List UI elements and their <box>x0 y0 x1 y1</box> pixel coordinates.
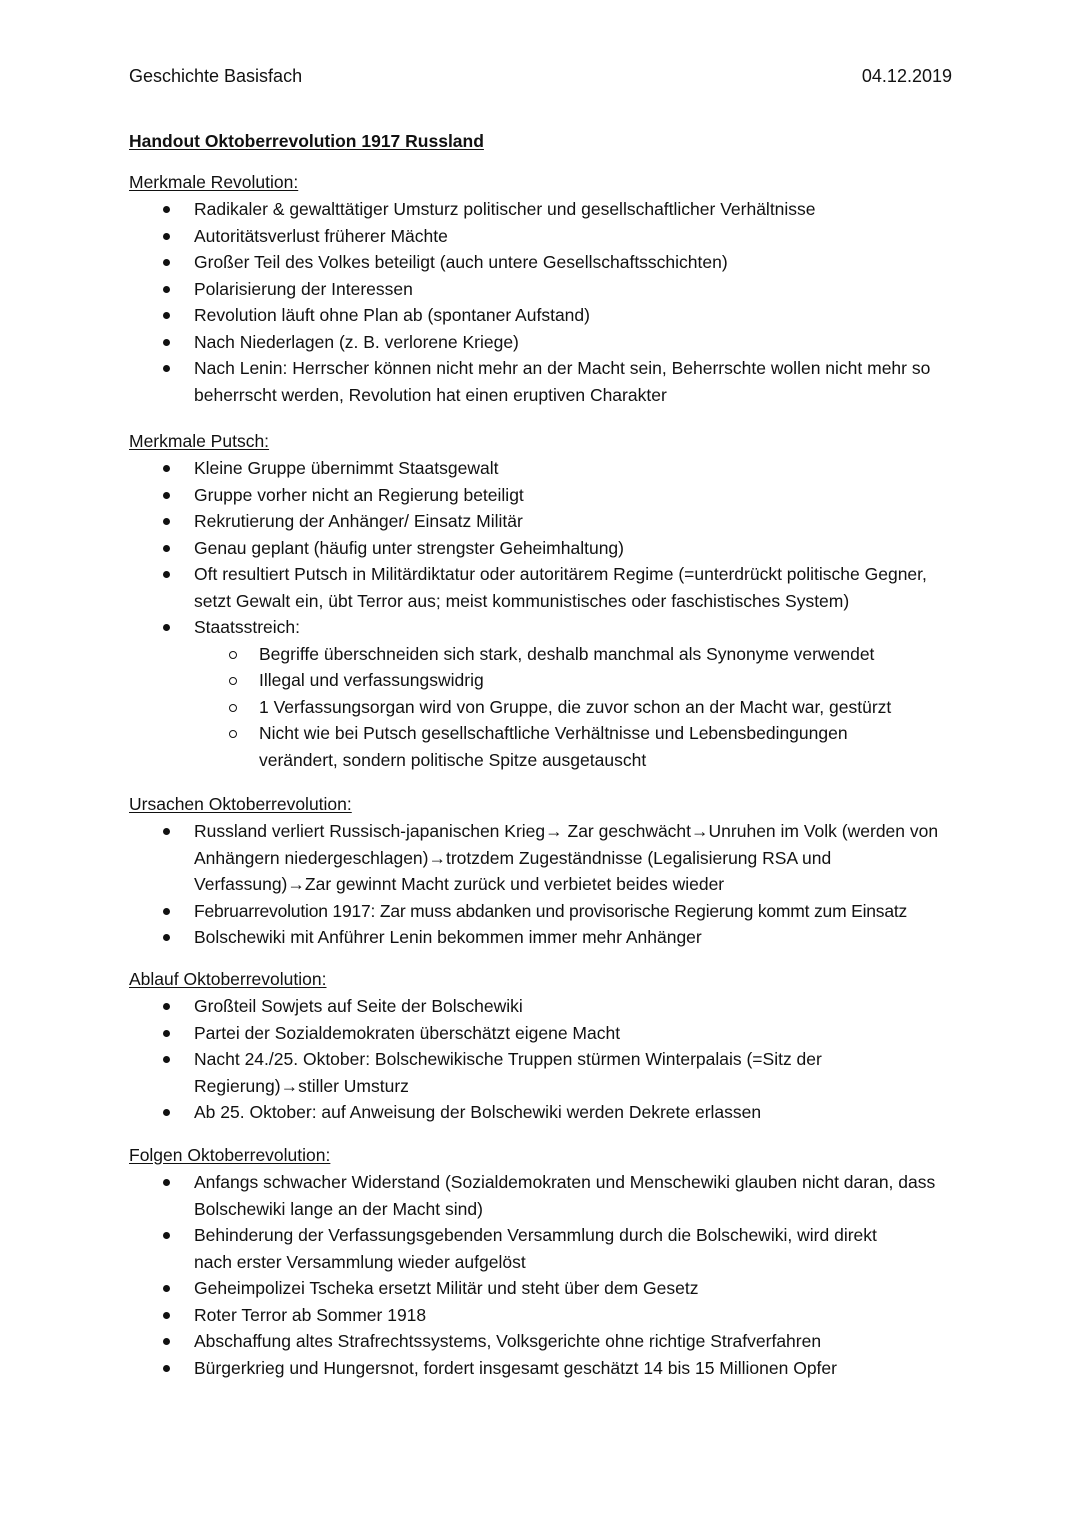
list-item: Ab 25. Oktober: auf Anweisung der Bolschewiki werden Dekrete erlassen <box>129 1099 959 1126</box>
arrow-right-icon: → <box>287 874 305 894</box>
list-item: Genau geplant (häufig unter strengster Geheimhaltung) <box>129 535 959 562</box>
list-item: Nach Niederlagen (z. B. verlorene Kriege) <box>129 329 959 356</box>
list-item: Bürgerkrieg und Hungersnot, fordert insgesamt geschätzt 14 bis 15 Millionen Opfer <box>129 1355 959 1382</box>
list-item: Polarisierung der Interessen <box>129 276 959 303</box>
list-item: Autoritätsverlust früherer Mächte <box>129 223 959 250</box>
list-item: Russland verliert Russisch-japanischen Krieg→ Zar geschwächt→Unruhen im Volk (werden von Anhängern niedergeschlagen)→trotzdem Zugeständnisse (Legalisierung RSA und Verfassung)→Zar gewinnt Macht zurück und verbietet beides wieder <box>129 818 959 898</box>
revolution-list <box>129 196 959 408</box>
document-title: Handout Oktoberrevolution 1917 Russland <box>129 131 484 151</box>
list-item: Abschaffung altes Strafrechtssystems, Volksgerichte ohne richtige Strafverfahren <box>129 1328 959 1355</box>
list-item: Kleine Gruppe übernimmt Staatsgewalt <box>129 455 959 482</box>
sub-list-item: Nicht wie bei Putsch gesellschaftliche Verhältnisse und Lebensbedingungen verändert, sondern politische Spitze ausgetauscht <box>194 720 959 773</box>
list-item-label: Staatsstreich: <box>194 617 301 637</box>
header-date: 04.12.2019 <box>861 66 952 86</box>
section-folgen <box>129 1142 959 1381</box>
list-item: Geheimpolizei Tscheka ersetzt Militär und steht über dem Gesetz <box>129 1275 959 1302</box>
list-item: Februarrevolution 1917: Zar muss abdanken und provisorische Regierung kommt zum Einsatz <box>129 898 959 925</box>
sub-list-item: 1 Verfassungsorgan wird von Gruppe, die zuvor schon an der Macht war, gestürzt <box>194 694 959 721</box>
list-item: Roter Terror ab Sommer 1918 <box>129 1302 959 1329</box>
section-heading-ursachen: Ursachen Oktoberrevolution: <box>129 794 352 814</box>
section-ursachen <box>129 791 959 951</box>
section-heading-putsch: Merkmale Putsch: <box>129 431 270 451</box>
list-item: Revolution läuft ohne Plan ab (spontaner Aufstand) <box>129 302 959 329</box>
list-item: Gruppe vorher nicht an Regierung beteiligt <box>129 482 959 509</box>
header-subject: Geschichte Basisfach <box>129 66 303 86</box>
section-heading-folgen: Folgen Oktoberrevolution: <box>129 1145 331 1165</box>
list-item-staatsstreich <box>129 614 959 773</box>
arrow-right-icon: → <box>280 1075 299 1096</box>
folgen-list <box>129 1169 959 1381</box>
list-item: Oft resultiert Putsch in Militärdiktatur oder autoritärem Regime (=unterdrückt politische Gegner, setzt Gewalt ein, übt Terror aus; meist kommunistisches oder faschistisches System) <box>129 561 959 614</box>
putsch-list <box>129 455 959 773</box>
sub-list-item: Begriffe überschneiden sich stark, deshalb manchmal als Synonyme verwendet <box>194 641 959 668</box>
section-heading-revolution: Merkmale Revolution: <box>129 172 299 192</box>
list-item: Großteil Sowjets auf Seite der Bolschewiki <box>129 993 959 1020</box>
ablauf-list <box>129 993 959 1126</box>
list-item: Großer Teil des Volkes beteiligt (auch untere Gesellschaftsschichten) <box>129 249 959 276</box>
staatsstreich-sublist <box>194 641 959 774</box>
list-item: Nacht 24./25. Oktober: Bolschewikische Truppen stürmen Winterpalais (=Sitz der Regierung)→stiller Umsturz <box>129 1046 959 1099</box>
section-revolution <box>129 169 959 408</box>
list-item: Behinderung der Verfassungsgebenden Versammlung durch die Bolschewiki, wird direkt nach erster Versammlung wieder aufgelöst <box>129 1222 959 1275</box>
section-heading-ablauf: Ablauf Oktoberrevolution: <box>129 969 327 989</box>
ursachen-list <box>129 818 959 951</box>
section-putsch <box>129 428 959 773</box>
list-item: Partei der Sozialdemokraten überschätzt eigene Macht <box>129 1020 959 1047</box>
arrow-right-icon: → <box>428 847 446 868</box>
sub-list-item: Illegal und verfassungswidrig <box>194 667 959 694</box>
list-item: Anfangs schwacher Widerstand (Sozialdemokraten und Menschewiki glauben nicht daran, dass Bolschewiki lange an der Macht sind) <box>129 1169 959 1222</box>
arrow-right-icon: → <box>691 821 709 841</box>
arrow-right-icon: → <box>545 821 563 841</box>
list-item: Bolschewiki mit Anführer Lenin bekommen immer mehr Anhänger <box>129 924 959 951</box>
list-item: Nach Lenin: Herrscher können nicht mehr an der Macht sein, Beherrschte wollen nicht mehr so beherrscht werden, Revolution hat einen eruptiven Charakter <box>129 355 959 408</box>
list-item: Rekrutierung der Anhänger/ Einsatz Militär <box>129 508 959 535</box>
list-item: Radikaler & gewalttätiger Umsturz politischer und gesellschaftlicher Verhältnisse <box>129 196 959 223</box>
section-ablauf <box>129 966 959 1126</box>
